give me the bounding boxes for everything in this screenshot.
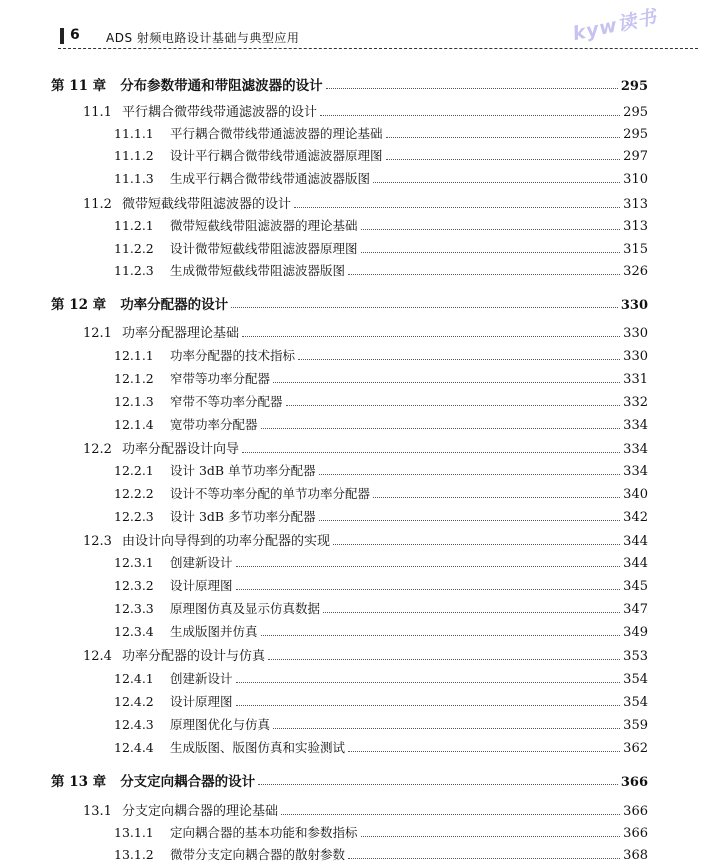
toc-page-number: 366 [620,775,648,790]
toc-number: 12.1.4 [114,417,154,432]
dot-leader [319,473,621,475]
dot-leader [242,451,620,453]
page-number: 6 [70,27,80,43]
toc-entry-sub[interactable] [114,415,648,433]
dot-leader [361,835,621,837]
toc-number: 12.3.2 [114,578,154,593]
toc-page-number: 315 [623,242,648,257]
dot-leader [261,427,621,429]
toc-number: 11.2 [83,197,112,212]
dot-leader [319,519,621,521]
toc-title: 生成平行耦合微带线带通滤波器版图 [170,171,371,186]
toc-entry-sub[interactable] [114,669,648,687]
toc-entry-sub[interactable] [114,507,648,525]
toc-number: 11.1.3 [114,171,154,186]
toc-number: 12.1 [83,326,112,341]
toc-page-number: 359 [623,718,648,733]
dot-leader [261,634,621,636]
toc-page-number: 345 [623,579,648,594]
toc-entry-sub[interactable] [114,124,648,142]
toc-entry-chapter[interactable] [51,770,648,790]
toc-title: 设计微带短截线带阻滤波器原理图 [170,241,358,256]
toc-number: 11.2.2 [114,241,154,256]
toc-title: 生成微带短截线带阻滤波器版图 [170,263,346,278]
toc-page-number: 342 [623,510,648,525]
toc-page-number: 326 [623,264,648,279]
toc-number: 12.3.1 [114,555,154,570]
dot-leader [348,750,620,752]
dot-leader [281,813,620,815]
toc-title: 原理图优化与仿真 [170,717,271,732]
header-rule-mark [60,28,64,44]
toc-entry-section[interactable] [83,800,648,819]
toc-number: 第 11 章 [51,78,107,94]
toc-number: 12.4.1 [114,671,154,686]
toc-title: 分支定向耦合器的设计 [120,774,256,790]
toc-page-number: 295 [623,127,648,142]
toc-page-number: 354 [623,672,648,687]
dot-leader [258,783,618,785]
toc-entry-sub[interactable] [114,599,648,617]
toc-number: 11.1.1 [114,126,154,141]
watermark-stamp: kyw读书 [570,5,659,46]
toc-page-number: 368 [623,848,648,863]
toc-title: 设计不等功率分配的单节功率分配器 [170,486,371,501]
toc-entry-sub[interactable] [114,169,648,187]
toc-title: 平行耦合微带线带通滤波器的设计 [121,105,317,120]
toc-title: 设计 3dB 单节功率分配器 [170,463,316,478]
toc-page-number: 334 [623,418,648,433]
toc-title: 创建新设计 [170,671,233,686]
toc-page-number: 330 [623,349,648,364]
toc-title: 分布参数带通和带阻滤波器的设计 [120,78,323,94]
toc-title: 功率分配器的设计 [120,297,229,313]
toc-title: 窄带等功率分配器 [170,371,271,386]
toc-number: 12.3.4 [114,624,154,639]
toc-number: 13.1 [83,804,112,819]
dot-leader [242,335,620,337]
dot-leader [333,543,620,545]
toc-title: 定向耦合器的基本功能和参数指标 [170,825,358,840]
toc-title: 功率分配器的技术指标 [170,348,296,363]
toc-page-number: 353 [623,649,648,664]
toc-entry-sub[interactable] [114,823,648,841]
toc-page-number: 310 [623,172,648,187]
toc-title: 功率分配器的设计与仿真 [121,649,265,664]
toc-number: 11.2.1 [114,218,154,233]
toc-number: 12.1.1 [114,348,154,363]
toc-entry-section[interactable] [83,101,648,120]
toc-entry-sub[interactable] [114,715,648,733]
toc-number: 11.2.3 [114,263,154,278]
toc-entry-chapter[interactable] [51,293,648,313]
toc-entry-section[interactable] [83,438,648,457]
dot-leader [386,136,621,138]
toc-entry-section[interactable] [83,322,648,341]
toc-title: 设计原理图 [170,578,233,593]
toc-entry-sub[interactable] [114,392,648,410]
toc-entry-sub[interactable] [114,484,648,502]
dot-leader [236,681,621,683]
toc-entry-section[interactable] [83,193,648,212]
toc-entry-sub[interactable] [114,146,648,164]
toc-page-number: 354 [623,695,648,710]
toc-entry-sub[interactable] [114,216,648,234]
toc-number: 11.1 [83,105,112,120]
toc-title: 设计原理图 [170,694,233,709]
toc-number: 12.4.4 [114,740,154,755]
toc-title: 设计平行耦合微带线带通滤波器原理图 [170,148,383,163]
toc-entry-sub[interactable] [114,261,648,279]
toc-entry-section[interactable] [83,530,648,549]
dot-leader [294,206,620,208]
toc-page-number: 295 [623,105,648,120]
toc-number: 12.4 [83,649,112,664]
toc-number: 第 13 章 [51,774,107,790]
toc-entry-sub[interactable] [114,845,648,863]
toc-title: 分支定向耦合器的理论基础 [121,804,278,819]
toc-number: 12.2 [83,442,112,457]
toc-entry-sub[interactable] [114,461,648,479]
toc-page-number: 344 [623,534,648,549]
toc-number: 13.1.2 [114,847,154,862]
toc-title: 设计 3dB 多节功率分配器 [170,509,316,524]
toc-page-number: 313 [623,219,648,234]
toc-page-number: 330 [623,326,648,341]
toc-title: 微带分支定向耦合器的散射参数 [170,847,346,862]
toc-page-number: 349 [623,625,648,640]
toc-number: 13.1.1 [114,825,154,840]
toc-page-number: 366 [623,804,648,819]
toc-page-number: 334 [623,464,648,479]
toc-page-number: 295 [620,79,648,94]
toc-entry-sub[interactable] [114,738,648,756]
toc-number: 12.3.3 [114,601,154,616]
toc-entry-chapter[interactable] [51,74,648,94]
dot-leader [273,381,620,383]
toc-page-number: 330 [620,298,648,313]
toc-number: 12.1.2 [114,371,154,386]
toc-page-number: 362 [623,741,648,756]
toc-page-number: 332 [623,395,648,410]
toc-number: 12.4.2 [114,694,154,709]
toc-entry-section[interactable] [83,645,648,664]
dot-leader [236,565,621,567]
dot-leader [373,181,620,183]
toc-entry-sub[interactable] [114,622,648,640]
toc-title: 宽带功率分配器 [170,417,258,432]
toc-title: 微带短截线带阻滤波器的理论基础 [170,218,358,233]
toc-number: 第 12 章 [51,297,107,313]
toc-number: 11.1.2 [114,148,154,163]
toc-entry-sub[interactable] [114,553,648,571]
toc-number: 12.2.1 [114,463,154,478]
toc-page-number: 340 [623,487,648,502]
toc-page-number: 347 [623,602,648,617]
toc-page-number: 313 [623,197,648,212]
book-title: ADS 射频电路设计基础与典型应用 [106,31,300,45]
toc-number: 12.2.2 [114,486,154,501]
dot-leader [273,727,620,729]
dot-leader [323,611,620,613]
toc-page-number: 297 [623,149,648,164]
toc-entry-sub[interactable] [114,576,648,594]
dot-leader [361,251,621,253]
toc-title: 功率分配器设计向导 [121,442,239,457]
dot-leader [320,114,620,116]
dot-leader [373,496,620,498]
toc-number: 12.2.3 [114,509,154,524]
toc-page-number: 331 [623,372,648,387]
toc-title: 平行耦合微带线带通滤波器的理论基础 [170,126,383,141]
dot-leader [236,588,621,590]
toc-entry-sub[interactable] [114,346,648,364]
toc-page-number: 334 [623,442,648,457]
toc-number: 12.4.3 [114,717,154,732]
dot-leader [231,306,618,308]
toc-title: 由设计向导得到的功率分配器的实现 [121,534,330,549]
toc-page-number: 366 [623,826,648,841]
dot-leader [298,358,620,360]
dot-leader [361,228,621,230]
dot-leader [348,273,620,275]
toc-number: 12.1.3 [114,394,154,409]
toc-number: 12.3 [83,534,112,549]
dot-leader [286,404,621,406]
toc-entry-sub[interactable] [114,692,648,710]
toc-title: 原理图仿真及显示仿真数据 [170,601,321,616]
toc-title: 生成版图、版图仿真和实验测试 [170,740,346,755]
dot-leader [236,704,621,706]
toc-title: 生成版图并仿真 [170,624,258,639]
toc-entry-sub[interactable] [114,239,648,257]
dot-leader [386,158,621,160]
toc-title: 窄带不等功率分配器 [170,394,283,409]
toc-title: 微带短截线带阻滤波器的设计 [121,197,291,212]
dot-leader [326,87,618,89]
toc-entry-sub[interactable] [114,369,648,387]
toc-title: 创建新设计 [170,555,233,570]
toc-title: 功率分配器理论基础 [121,326,239,341]
toc-page-number: 344 [623,556,648,571]
dot-leader [268,658,620,660]
